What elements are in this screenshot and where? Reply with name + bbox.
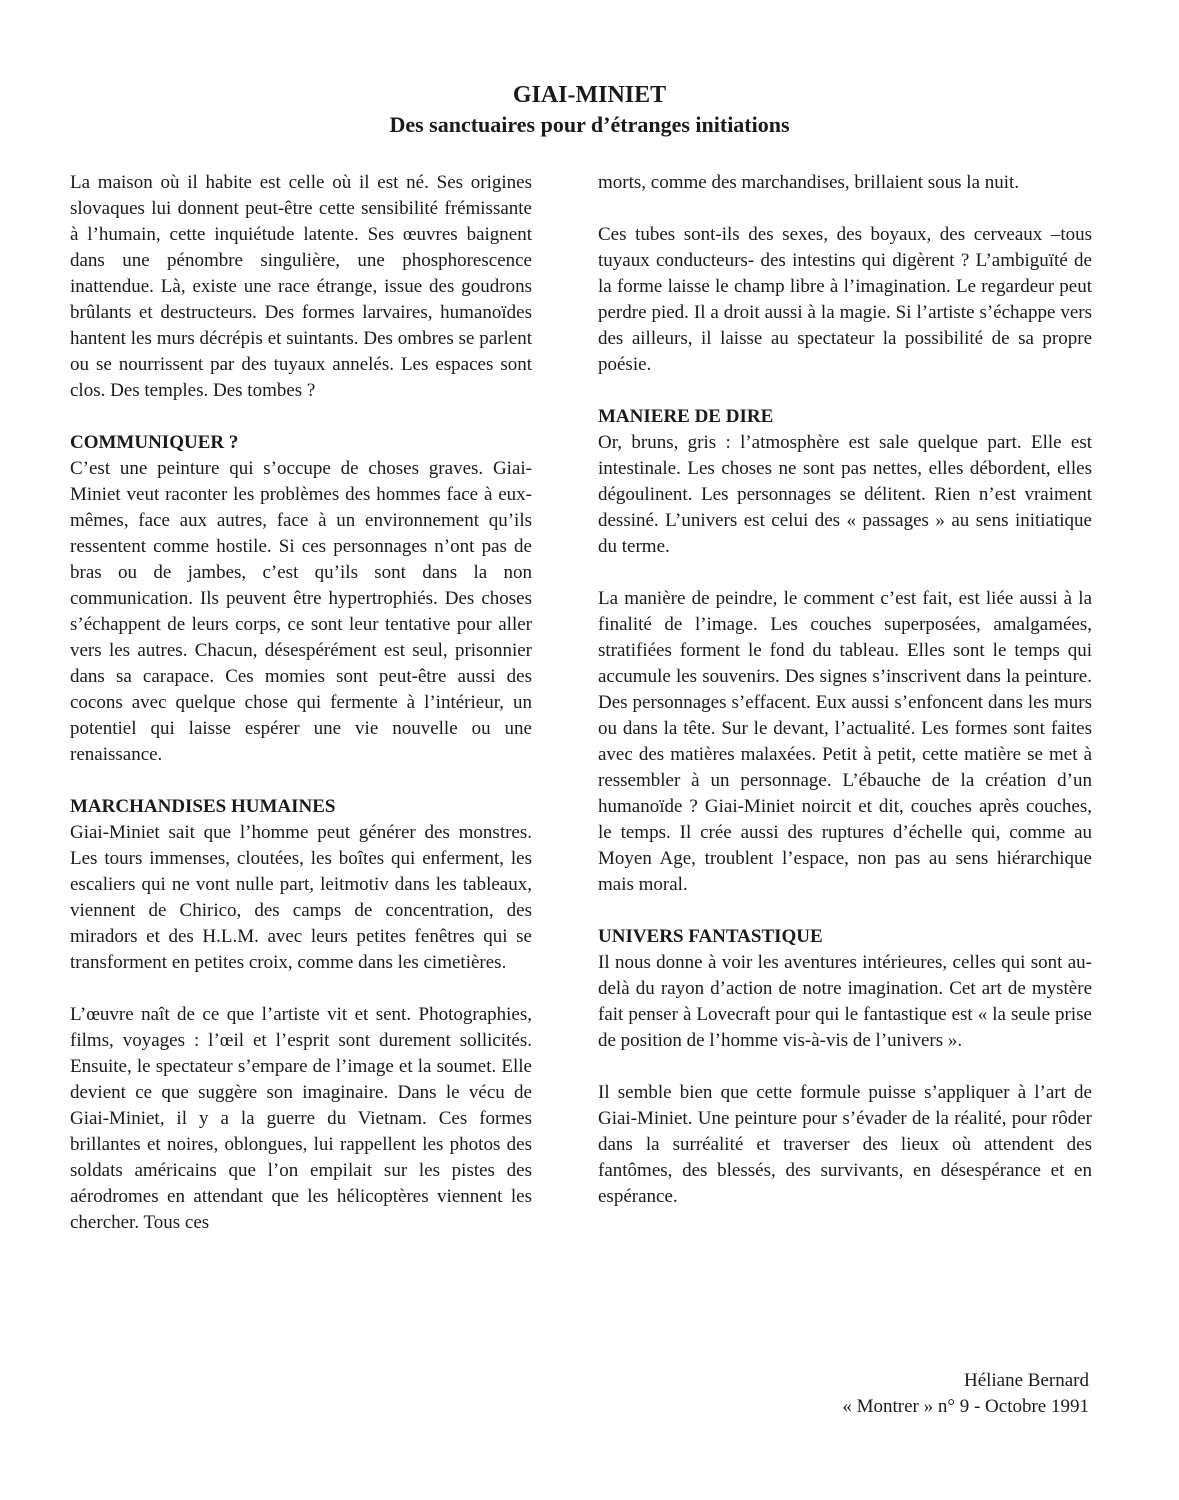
tubes-paragraph: Ces tubes sont-ils des sexes, des boyaux, des cerveaux –tous tuyaux conducteurs- des intestins qui digèrent ? L’ambiguïté de la forme laisse le champ libre à l’imagination. Le regardeur peut perdre pied. Il a droit aussi à la magie. Si l’artiste s’échappe vers des ailleurs, il laisse au spectateur la possibilité de sa propre poésie. [598,224,1092,375]
continuation-paragraph: morts, comme des marchandises, brillaient sous la nuit. [598,172,1020,193]
article-header [0,80,1179,140]
article-title: GIAI-MINIET [512,82,667,108]
section-paragraph-marchandises-2: L’œuvre naît de ce que l’artiste vit et sent. Photographies, films, voyages : l’œil et l’esprit sont durement sollicités. Ensuite, le spectateur s’empare de l’image et la soumet. Elle devient ce que suggère son imaginaire. Dans le vécu de Giai-Miniet, il y a la guerre du Vietnam. Ces formes brillantes et noires, oblongues, lui rappellent les photos des soldats américains que l’on empilait sur les pistes des aérodromes en attendant que les hélicoptères viennent les chercher. Tous ces [70,1004,532,1233]
section-paragraph-maniere-2: La manière de peindre, le comment c’est fait, est liée aussi à la finalité de l’image. Les couches superposées, amalgamées, stratifiées forment le fond du tableau. Elles sont le temps qui accumule les souvenirs. Des signes s’inscrivent dans la peinture. Des personnages s’effacent. Eux aussi s’enfoncent dans les murs ou dans la tête. Sur le devant, l’actualité. Les formes sont faites avec des matières malaxées. Petit à petit, cette matière se met à ressembler à un personnage. L’ébauche de la création d’un humanoïde ? Giai-Miniet noircit et dit, couches après couches, le temps. Il crée aussi des ruptures d’échelle qui, comme au Moyen Age, troublent l’espace, non pas au sens hiérarchique mais moral. [598,588,1092,895]
section-paragraph-marchandises: Giai-Miniet sait que l’homme peut générer des monstres. Les tours immenses, cloutées, les boîtes qui enferment, les escaliers qui ne vont nulle part, leitmotiv dans les tableaux, viennent de Chirico, des camps de concentration, des miradors et des H.L.M. avec leurs petites fenêtres qui se transforment en petites croix, comme dans les cimetières. [70,822,532,973]
section-heading-univers: UNIVERS FANTASTIQUE [598,926,823,947]
section-heading-communiquer: COMMUNIQUER ? [70,432,239,453]
source-citation: « Montrer » n° 9 - Octobre 1991 [842,1396,1089,1417]
intro-paragraph: La maison où il habite est celle où il est né. Ses origines slovaques lui donnent peut-être cette sensibilité frémissante à l’humain, cette inquiétude latente. Ses œuvres baignent dans une pénombre singulière, une phosphorescence inattendue. Là, existe une race étrange, issue des goudrons brûlants et destructeurs. Des formes larvaires, humanoïdes hantent les murs décrépis et suintants. Des ombres se parlent ou se nourrissent par des tuyaux annelés. Les espaces sont clos. Des temples. Des tombes ? [70,172,532,401]
section-paragraph-communiquer: C’est une peinture qui s’occupe de choses graves. Giai-Miniet veut raconter les problèmes des hommes face à eux-mêmes, face aux autres, face à un environnement qu’ils ressentent comme hostile. Si ces personnages n’ont pas de bras ou de jambes, c’est qu’ils sont dans la non communication. Ils peuvent être hypertrophiés. Des choses s’échappent de leurs corps, ce sont leur tentative pour aller vers les autres. Chacun, désespérément est seul, prisonnier dans sa carapace. Ces momies sont peut-être aussi des cocons avec quelque chose qui fermente à l’intérieur, un potentiel qui laisse espérer une vie nouvelle ou une renaissance. [70,458,532,765]
right-column [598,170,1092,1236]
section-paragraph-maniere: Or, bruns, gris : l’atmosphère est sale quelque part. Elle est intestinale. Les choses ne sont pas nettes, elles débordent, elles dégoulinent. Les personnages se délitent. Rien n’est vraiment dessiné. L’univers est celui des « passages » au sens initiatique du terme. [598,432,1092,557]
author-name: Héliane Bernard [963,1370,1089,1391]
section-heading-marchandises: MARCHANDISES HUMAINES [70,796,336,817]
section-paragraph-univers-2: Il semble bien que cette formule puisse s’appliquer à l’art de Giai-Miniet. Une peinture pour s’évader de la réalité, pour rôder dans la surréalité et traverser des lieux où attendent des fantômes, des blessés, des survivants, en désespérance et en espérance. [598,1082,1092,1207]
section-paragraph-univers: Il nous donne à voir les aventures intérieures, celles qui sont au-delà du rayon d’action de notre imagination. Cet art de mystère fait penser à Lovecraft pour qui le fantastique est « la seule prise de position de l’homme vis-à-vis de l’univers ». [598,952,1092,1051]
signature-block [842,1368,1089,1420]
left-column [70,170,532,1262]
section-heading-maniere: MANIERE DE DIRE [598,406,774,427]
article-subtitle: Des sanctuaires pour d’étranges initiations [389,112,790,137]
